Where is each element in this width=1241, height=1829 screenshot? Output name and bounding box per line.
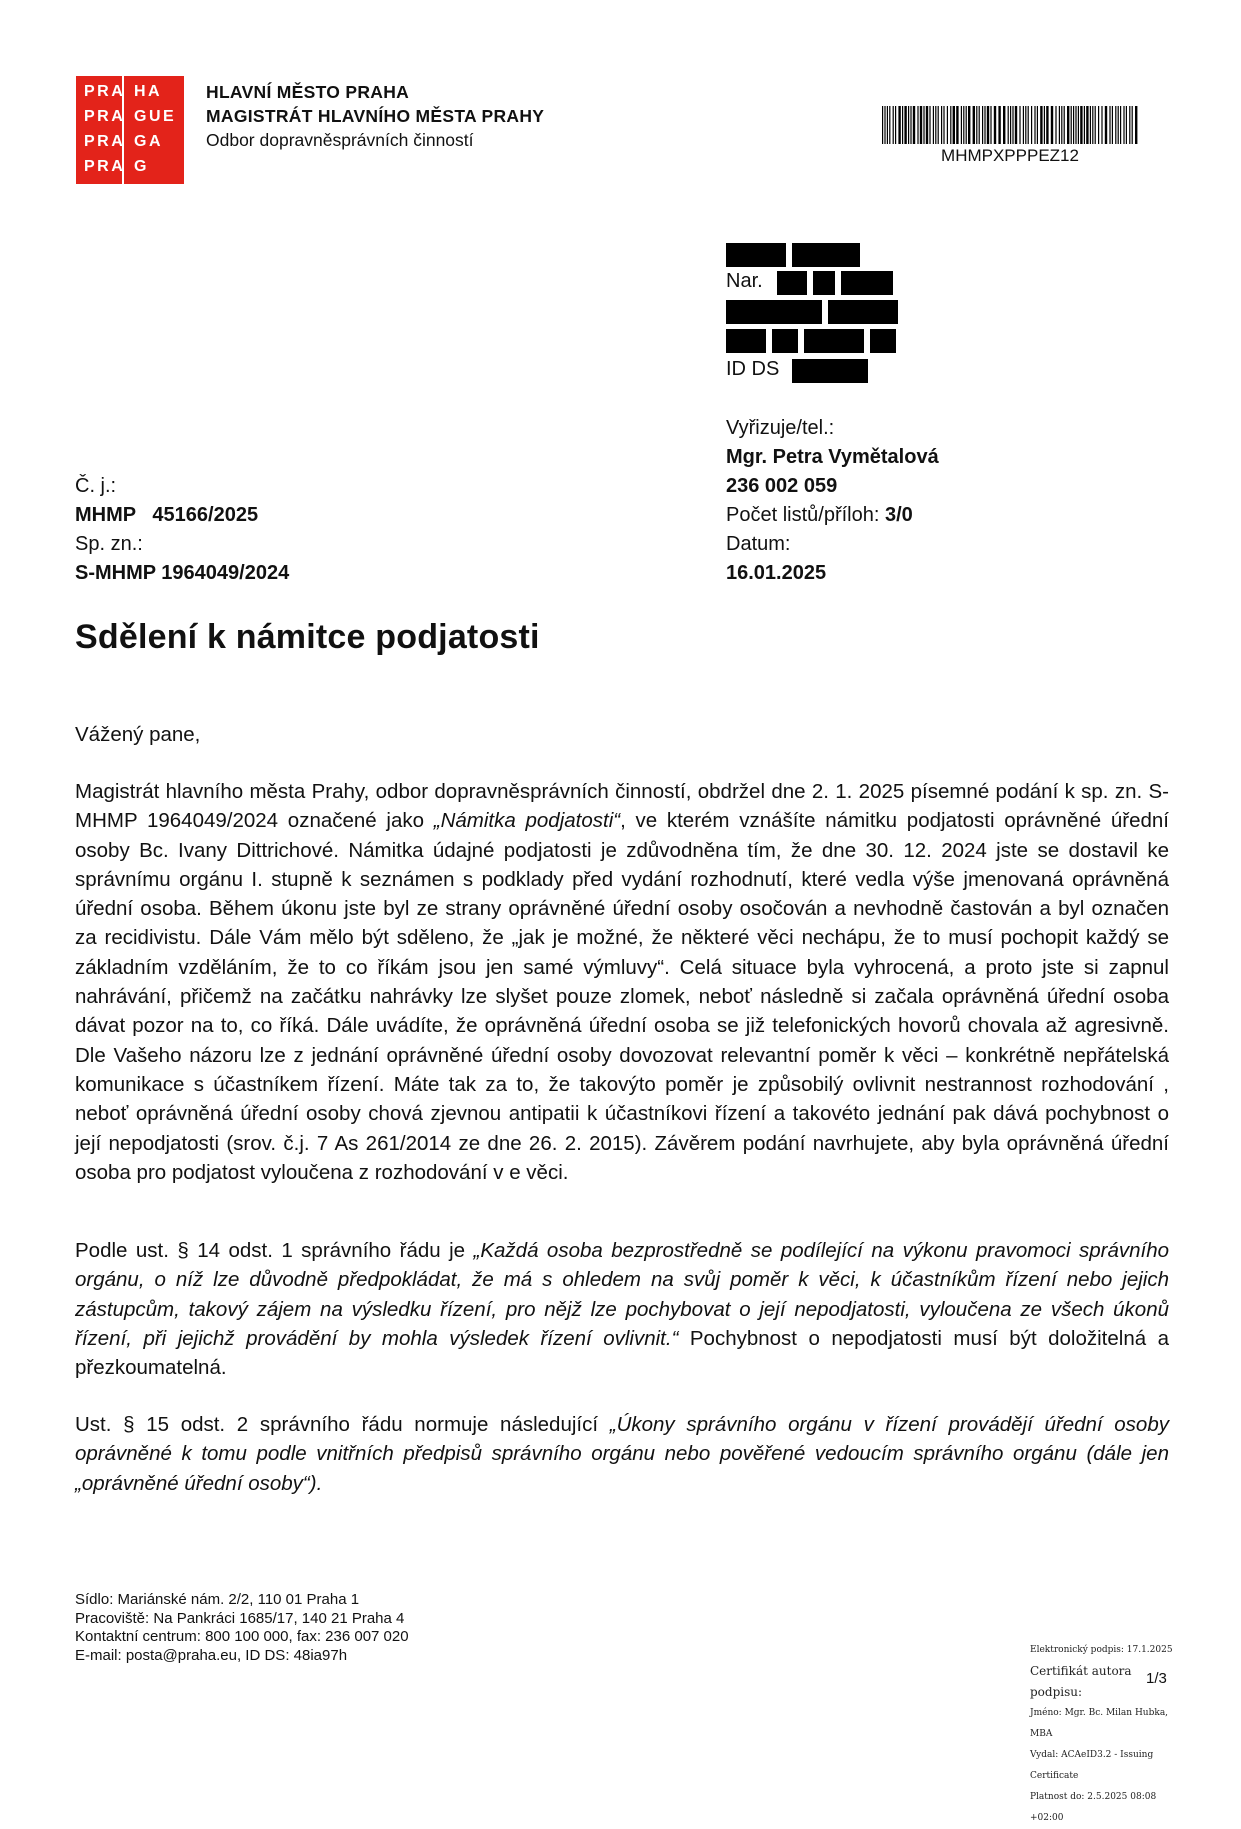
handler-label: Vyřizuje/tel.:	[726, 417, 835, 439]
paragraph-3: Ust. § 15 odst. 2 správního řádu normuje následující „Úkony správního orgánu v řízení provádějí úřední osoby oprávněné k tomu podle vnitřních předpisů správního orgánu nebo pověřené vedoucím správního orgánu (dále jen „oprávněné úřední osoby“).	[75, 1413, 1169, 1495]
redaction-box	[828, 300, 898, 324]
redaction-box	[726, 243, 786, 267]
redaction-box	[841, 271, 893, 295]
barcode-bar	[1120, 106, 1121, 144]
barcode-bar	[1025, 106, 1026, 144]
org-name: HLAVNÍ MĚSTO PRAHA	[206, 82, 410, 102]
barcode-bar	[1071, 106, 1072, 144]
barcode-bar	[1118, 106, 1119, 144]
barcode-bar	[1019, 106, 1020, 144]
barcode-bar	[950, 106, 951, 144]
sheets-label: Počet listů/příloh:	[726, 504, 880, 526]
barcode-bar	[1015, 106, 1017, 144]
barcode-bar	[1129, 106, 1130, 144]
redaction-box	[804, 329, 864, 353]
barcode-bar	[968, 106, 970, 144]
barcode-bar	[923, 106, 924, 144]
barcode-bar	[961, 106, 962, 144]
barcode-bar	[987, 106, 989, 144]
barcode-bar	[1040, 106, 1042, 144]
barcode-bar	[910, 106, 911, 144]
barcode-bar	[895, 106, 896, 144]
signature-issuer: Vydal: ACAeID3.2 - Issuing Certificate	[1030, 1750, 1154, 1781]
barcode-bar	[1101, 106, 1102, 144]
barcode-bar	[1084, 106, 1085, 144]
signature-date: Elektronický podpis: 17.1.2025	[1030, 1645, 1173, 1655]
handler-block	[726, 414, 939, 588]
electronic-signature	[1030, 1640, 1180, 1829]
signature-name: Jméno: Mgr. Bc. Milan Hubka, MBA	[1030, 1708, 1169, 1739]
barcode-bar	[1051, 106, 1053, 144]
spzn-value: S-MHMP 1964049/2024	[75, 562, 290, 584]
barcode-bar	[982, 106, 983, 144]
handler-phone: 236 002 059	[726, 475, 838, 497]
barcode-bar	[1064, 106, 1065, 144]
barcode-bar	[998, 106, 1000, 144]
barcode-bar	[1031, 106, 1032, 144]
salutation: Vážený pane,	[75, 723, 201, 746]
barcode-bar	[990, 106, 991, 144]
barcode-bar	[943, 106, 944, 144]
barcode-bar	[1112, 106, 1113, 144]
signature-validity: Platnost do: 2.5.2025 08:08 +02:00	[1030, 1792, 1157, 1823]
barcode-text: MHMPXPPPEZ12	[941, 146, 1079, 165]
paragraph-2: Podle ust. § 14 odst. 1 správního řádu je „Každá osoba bezprostředně se podílející na výkonu pravomoci správního orgánu, o níž lze důvodně předpokládat, že má s ohledem na svůj poměr k věci, k účastníkům řízení nebo jejich zástupcům, takový zájem na výsledku řízení, pro nějž lze pochybovat o její nepodjatosti, vyloučena ze všech úkonů řízení, při jejichž provádění by mohla výsledek řízení ovlivnit.“ Pochybnost o nepodjatosti musí být doložitelná a přezkoumatelná.	[75, 1239, 1170, 1380]
barcode-bar	[1078, 106, 1079, 144]
barcode-bar	[984, 106, 985, 144]
barcode-bar	[1105, 106, 1107, 144]
org-magistrate: MAGISTRÁT HLAVNÍHO MĚSTA PRAHY	[206, 106, 545, 126]
barcode-bar	[902, 106, 903, 144]
barcode-bar	[1008, 106, 1009, 144]
redaction-box	[813, 271, 835, 295]
praha-logo: PRA HA PRA GUE PRA GA PRA G	[76, 76, 184, 184]
cj-value: MHMP 45166/2025	[75, 504, 259, 526]
barcode-bar	[1073, 106, 1074, 144]
spzn-label: Sp. zn.:	[75, 533, 143, 555]
barcode-bar	[1046, 106, 1048, 144]
barcode-bar	[920, 106, 922, 144]
barcode-bar	[947, 106, 948, 144]
barcode-bar	[933, 106, 934, 144]
barcode-bar	[1010, 106, 1011, 144]
barcode-bar	[1098, 106, 1099, 144]
barcode-bar	[1126, 106, 1127, 144]
redaction-box	[772, 329, 798, 353]
barcode-bar	[898, 106, 900, 144]
barcode-bar	[882, 106, 883, 144]
barcode-bar	[1059, 106, 1060, 144]
legal-quote: „Každá osoba bezprostředně se podílející na výkonu pravomoci správního orgánu, o níž lze důvodně předpokládat, že má s ohledem na svůj poměr k věci, k účastníkům řízení nebo jejich zástupcům, takový zájem na výsledku řízení, pro nějž lze pochybovat o její nepodjatosti, vyloučena ze všech úkonů řízení, při jejichž provádění by mohla výsledek řízení ovlivnit.“	[75, 1239, 1169, 1350]
barcode-bar	[1067, 106, 1069, 144]
birth-date-label: Nar.	[726, 270, 763, 292]
barcode-bar	[953, 106, 955, 144]
redaction-box	[792, 243, 860, 267]
barcode-bar	[1092, 106, 1093, 144]
handler-name: Mgr. Petra Vymětalová	[726, 446, 939, 468]
barcode-bar	[887, 106, 888, 144]
barcode-bar	[1003, 106, 1005, 144]
barcode-bar	[1012, 106, 1013, 144]
barcode-bar	[1037, 106, 1038, 144]
barcode-bar	[963, 106, 964, 144]
data-box-id-label: ID DS	[726, 358, 780, 380]
barcode-bar	[926, 106, 928, 144]
document-title: Sdělení k námitce podjatosti	[75, 618, 540, 656]
barcode-bar	[917, 106, 918, 144]
barcode-bar	[1115, 106, 1116, 144]
redaction-box	[726, 329, 766, 353]
barcode-bar	[976, 106, 977, 144]
barcode-bar	[966, 106, 967, 144]
barcode-bar	[1135, 106, 1137, 144]
barcode-bar	[904, 106, 906, 144]
barcode-bar	[1090, 106, 1091, 144]
sheets-row	[726, 501, 939, 530]
sheets-value: 3/0	[884, 504, 913, 526]
barcode-bar	[1061, 106, 1062, 144]
org-department: Odbor dopravněsprávních činností	[206, 130, 474, 150]
redaction-box	[726, 300, 822, 324]
barcode-bar	[929, 106, 930, 144]
cj-label: Č. j.:	[75, 475, 117, 497]
barcode-bar	[889, 106, 890, 144]
date-label: Datum:	[726, 533, 791, 555]
barcode-bar	[1023, 106, 1024, 144]
page-number: 1/3	[1146, 1670, 1167, 1687]
barcode-bar	[1034, 106, 1035, 144]
barcode-bar	[973, 106, 975, 144]
barcode-bar	[935, 106, 936, 144]
paragraph-1: Magistrát hlavního města Prahy, odbor dopravněsprávních činností, obdržel dne 2. 1. 2025 písemné podání k sp. zn. S-MHMP 1964049/2024 označené jako „Námitka podjatosti“, ve kterém vznášíte námitku podjatosti oprávněné úřední osoby Bc. Ivany Dittrichové. Námitka údajné podjatosti je zdůvodněna tím, že dne 30. 12. 2024 jste se dostavil ke správnímu orgánu I. stupně k seznámen s podklady před vydání rozhodnutí, které vedla výše jmenovaná oprávněná úřední osoba. Během úkonu jste byl ze strany oprávněné úřední osoby osočován a nevhodně častován a byl označen za recidivistu. Dále Vám mělo být sděleno, že „jak je možné, že některé věci nechápu, že to musí pochopit každý se základním vzděláním, že to co říkám jsou jen samé výmluvy“. Celá situace byla vyhrocená, a proto jste si zapnul nahrávání, přičemž na začátku nahrávky lze slyšet pouze zlomek, neboť následně si začala oprávněná úřední osoba dávat pozor na to, co říká. Dále uvádíte, že oprávněná úřední osoba se již telefonických hovorů chovala až agresivně. Dle Vašeho názoru lze z jednání oprávněné úřední osoby dovozovat relevantní poměr k věci – konkrétně nepřátelská komunikace s účastníkem řízení. Máte tak za to, že takovýto poměr je způsobilý ovlivnit nestrannost rozhodování , neboť oprávněná úřední osoby chová zjevnou antipatii k účastníkovi řízení a takovéto jednání pak dává pochybnost o její nepodjatosti (srov. č.j. 7 As 261/2014 ze dne 26. 2. 2015). Závěrem podání navrhujete, aby byla oprávněná úřední osoba pro podjatost vyloučena z rozhodování v e věci.	[75, 780, 1169, 1184]
barcode-bar	[941, 106, 942, 144]
barcode-bar	[1109, 106, 1110, 144]
redaction-box	[792, 359, 868, 383]
barcode-bar	[884, 106, 885, 144]
quoted-title: „Námitka podjatosti“	[433, 809, 621, 833]
barcode-bar	[913, 106, 915, 144]
barcode	[880, 106, 1140, 144]
footer-workplace: Pracoviště: Na Pankráci 1685/17, 140 21 Praha 4	[75, 1609, 405, 1627]
barcode-bar	[1075, 106, 1076, 144]
date-value: 16.01.2025	[726, 562, 827, 584]
barcode-bar	[893, 106, 894, 144]
barcode-bar	[1044, 106, 1045, 144]
footer-email: E-mail: posta@praha.eu, ID DS: 48ia97h	[75, 1646, 348, 1664]
legal-quote: „Úkony správního orgánu v řízení provádějí úřední osoby oprávněné k tomu podle vnitřních předpisů správního orgánu nebo pověřené vedoucím správního orgánu (dále jen „oprávněné úřední osoby“).	[75, 1413, 1169, 1495]
barcode-bar	[1123, 106, 1124, 144]
barcode-bar	[938, 106, 939, 144]
barcode-bar	[1132, 106, 1133, 144]
barcode-bar	[979, 106, 980, 144]
footer-contact-center: Kontaktní centrum: 800 100 000, fax: 236 007 020	[75, 1628, 409, 1645]
redaction-box	[870, 329, 896, 353]
barcode-bar	[1028, 106, 1029, 144]
organization-header	[206, 80, 544, 152]
reference-block	[75, 472, 289, 588]
barcode-bar	[908, 106, 909, 144]
barcode-bar	[1086, 106, 1088, 144]
barcode-bar	[994, 106, 996, 144]
footer-seat: Sídlo: Mariánské nám. 2/2, 110 01 Praha 1	[75, 1591, 360, 1608]
redaction-box	[777, 271, 807, 295]
barcode-bar	[1095, 106, 1096, 144]
footer-contacts	[75, 1591, 409, 1665]
signature-certificate: Certifikát autora podpisu:	[1030, 1664, 1132, 1699]
barcode-bar	[956, 106, 958, 144]
barcode-bar	[1055, 106, 1056, 144]
barcode-bar	[1080, 106, 1082, 144]
